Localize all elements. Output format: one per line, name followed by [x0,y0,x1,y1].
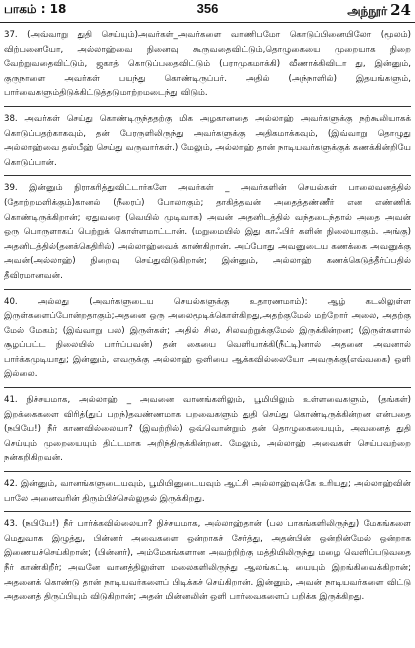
verse-divider [4,471,411,472]
surah-number: 24 [390,1,411,19]
verse-41: 41. நிச்சயமாக, அல்லாஹ் _ அவனை வானங்களிலும், பூமியிலும் உள்ளவைகளும், (தங்கள்) இறக்கைகளை விரித்(துப் பறந்)தவண்ணமாக பறவைகளும் துதி செய்து கொண்டிருக்கின்றன என்பதை (நபியே!) நீர் காணவில்லையா? (இவற்றில்) ஒவ்வொன்றும் தன் தொழுகையையும், அவனைத் துதி செய்யும் முறையையும் திட்டமாக அறிந்திருக்கின்றன. மேலும், அல்லாஹ் அவைகள் செய்பவற்றை நன்கறிகிறவன். [4,395,411,464]
page-header [0,0,415,23]
verse-40: 40. அல்லது (அவர்களுடைய செயல்களுக்கு உதாரணமாம்): ஆழ் கடலிலுள்ள இருள்களைப்போன்றதாகும்;அதனை ஒரு அலைமூடிக்கொள்கிறது,அதற்குமேல் மற்றோர் அலை, அதற்கு மேல் மேகம்; (இவ்வாறு பல) இருள்கள்; அதில் சில, சிலவற்றுக்குமேல் இருக்கின்றன; (இருள்களால் சூழப்பட்ட நிலையில் பார்ப்பவன்) தன் கையை வெளியாக்கி(நீட்டி)னால் அதனை அவனால் பார்க்கமுடியாது; இன்னும், எவருக்கு அல்லாஹ் ஒளியை ஆக்கவில்லையோ அவருக்கு(எவ்வகை) ஒளி இல்லை. [4,296,411,380]
verse-37: 37. (அவ்வாறு துதி செய்யும்)அவர்கள்_அவர்களை வாணிபமோ கொடுப்பினையிலோ (மூலம்) விற்பனையோ, அல்லாஹ்வை நினைவு கூருவதைவிட்டும்,தொழுகையை முறையாக நிறை வேற்றுவதைவிட்டும், ஜகாத் கொடுப்பதைவிட்டும் (பராமுகமாக்கி) வீணாக்கிவிடா து, இன்னும், குருநாளை அவர்கள் பயந்து கொண்டிருப்பர். அதில் (அந்நாளில்) இதயங்களும், பார்வைகளும்திடுக்கிட்டுத்தடுமாற்றமடைந்து விடும். [4,30,411,99]
verse-divider [4,175,411,176]
verse-39: 39. இன்னும் நிராகரித்துவிட்டார்களே அவர்கள் _ அவர்களின் செயல்கள் பாலைவனத்தில் (தோற்றமளிக்கும்)கானல் (நீரைப்) போலாகும்; தாகித்தவன் அதைத்தண்ணீர் என எண்ணிக் கொண்டிருக்கிறான்; ஏதுவரை (வெயில் முடிவாக) அவன் அதனிடத்தில் வந்தடைந்தால் அதை அவன் ஒரு பொருளாகப் பெற்றுக் கொள்ளமாட்டான். (மறுமையில் இது காஃபிர் களின் நிலையாகும். அங்கு) அதனிடத்தில்(தனக்கெதிரில்) அல்லாஹ்வைக் காண்கிறான். அப்போது அவனுடைய கணக்கை அவனுக்கு அவன்(அல்லாஹ்) நிறைவு செய்துவிடுகிறான்; இன்னும், அல்லாஹ் கணக்கெடுத்தீர்ப்பதில் தீவிரமானவன். [4,183,411,281]
verse-42: 42. இன்னும், வானங்களுடையவும், பூமியினுடையவும் ஆட்சி அல்லாஹ்வுக்கே உரியது; அல்லாஹ்வின் பாலே அனைவரின் திரும்பிச்செல்லுதல் இருக்கிறது. [4,479,411,504]
verse-38: 38. அவர்கள் செய்து கொண்டிருந்ததற்கு மிக அழகானதை அல்லாஹ் அவர்களுக்கு நற்கூலியாகக் கொடுப்பதற்காகவும், தன் பேரருளிலிருந்து அவர்களுக்கு அதிகமாக்கவும், (இவ்வாறு தொழுது அல்லாஹ்வை தஸ்பீஹ் செய்து வருவார்கள்.) மேலும், அல்லாஹ் தான் நாடியவர்களுக்குக் கணக்கின்றியே கொடுப்பான். [4,113,411,168]
verse-divider [4,387,411,388]
verse-divider [4,511,411,512]
page-body [4,28,411,605]
surah-name: அந்நூர் [347,4,388,18]
page-number: 356 [196,1,219,16]
verse-divider [4,106,411,107]
surah-title [347,1,411,20]
verse-43: 43. (நபியே!) நீர் பார்க்கவில்லையா? நிச்சயமாக, அல்லாஹ்தான் (பல பாகங்களிலிருந்து) மேகங்களை மெதுவாக இழுத்து, பின்னர் அவைகளை ஒன்றாகச் சேர்த்து, அதன்பின் ஒன்றின்மேல் ஒன்றாக இணையச்செய்கிறான்; (பின்னர்), அம்மேகங்களான அவற்றிற்கு மத்தியிலிருந்து மழை வெளிப்படுவதை நீர் காண்கிறீர்; அவனே வானத்திலுள்ள மலைகளிலிருந்து ஆலங்கட்டி யையும் இறங்கிவைக்கிறான்; அதனைக் கொண்டு தான் நாடியவர்களைப் பிடிக்கச் செய்கிறான். இன்னும், அவன் நாடியவர்களை விட்டு அதனைத் திருப்பியும் விடுகிறான்; அதன் மின்னலின் ஒளி பார்வைகளைப் பறிக்க இருக்கிறது. [4,519,411,603]
part-label: பாகம் : 18 [4,2,67,16]
verse-divider [4,289,411,290]
